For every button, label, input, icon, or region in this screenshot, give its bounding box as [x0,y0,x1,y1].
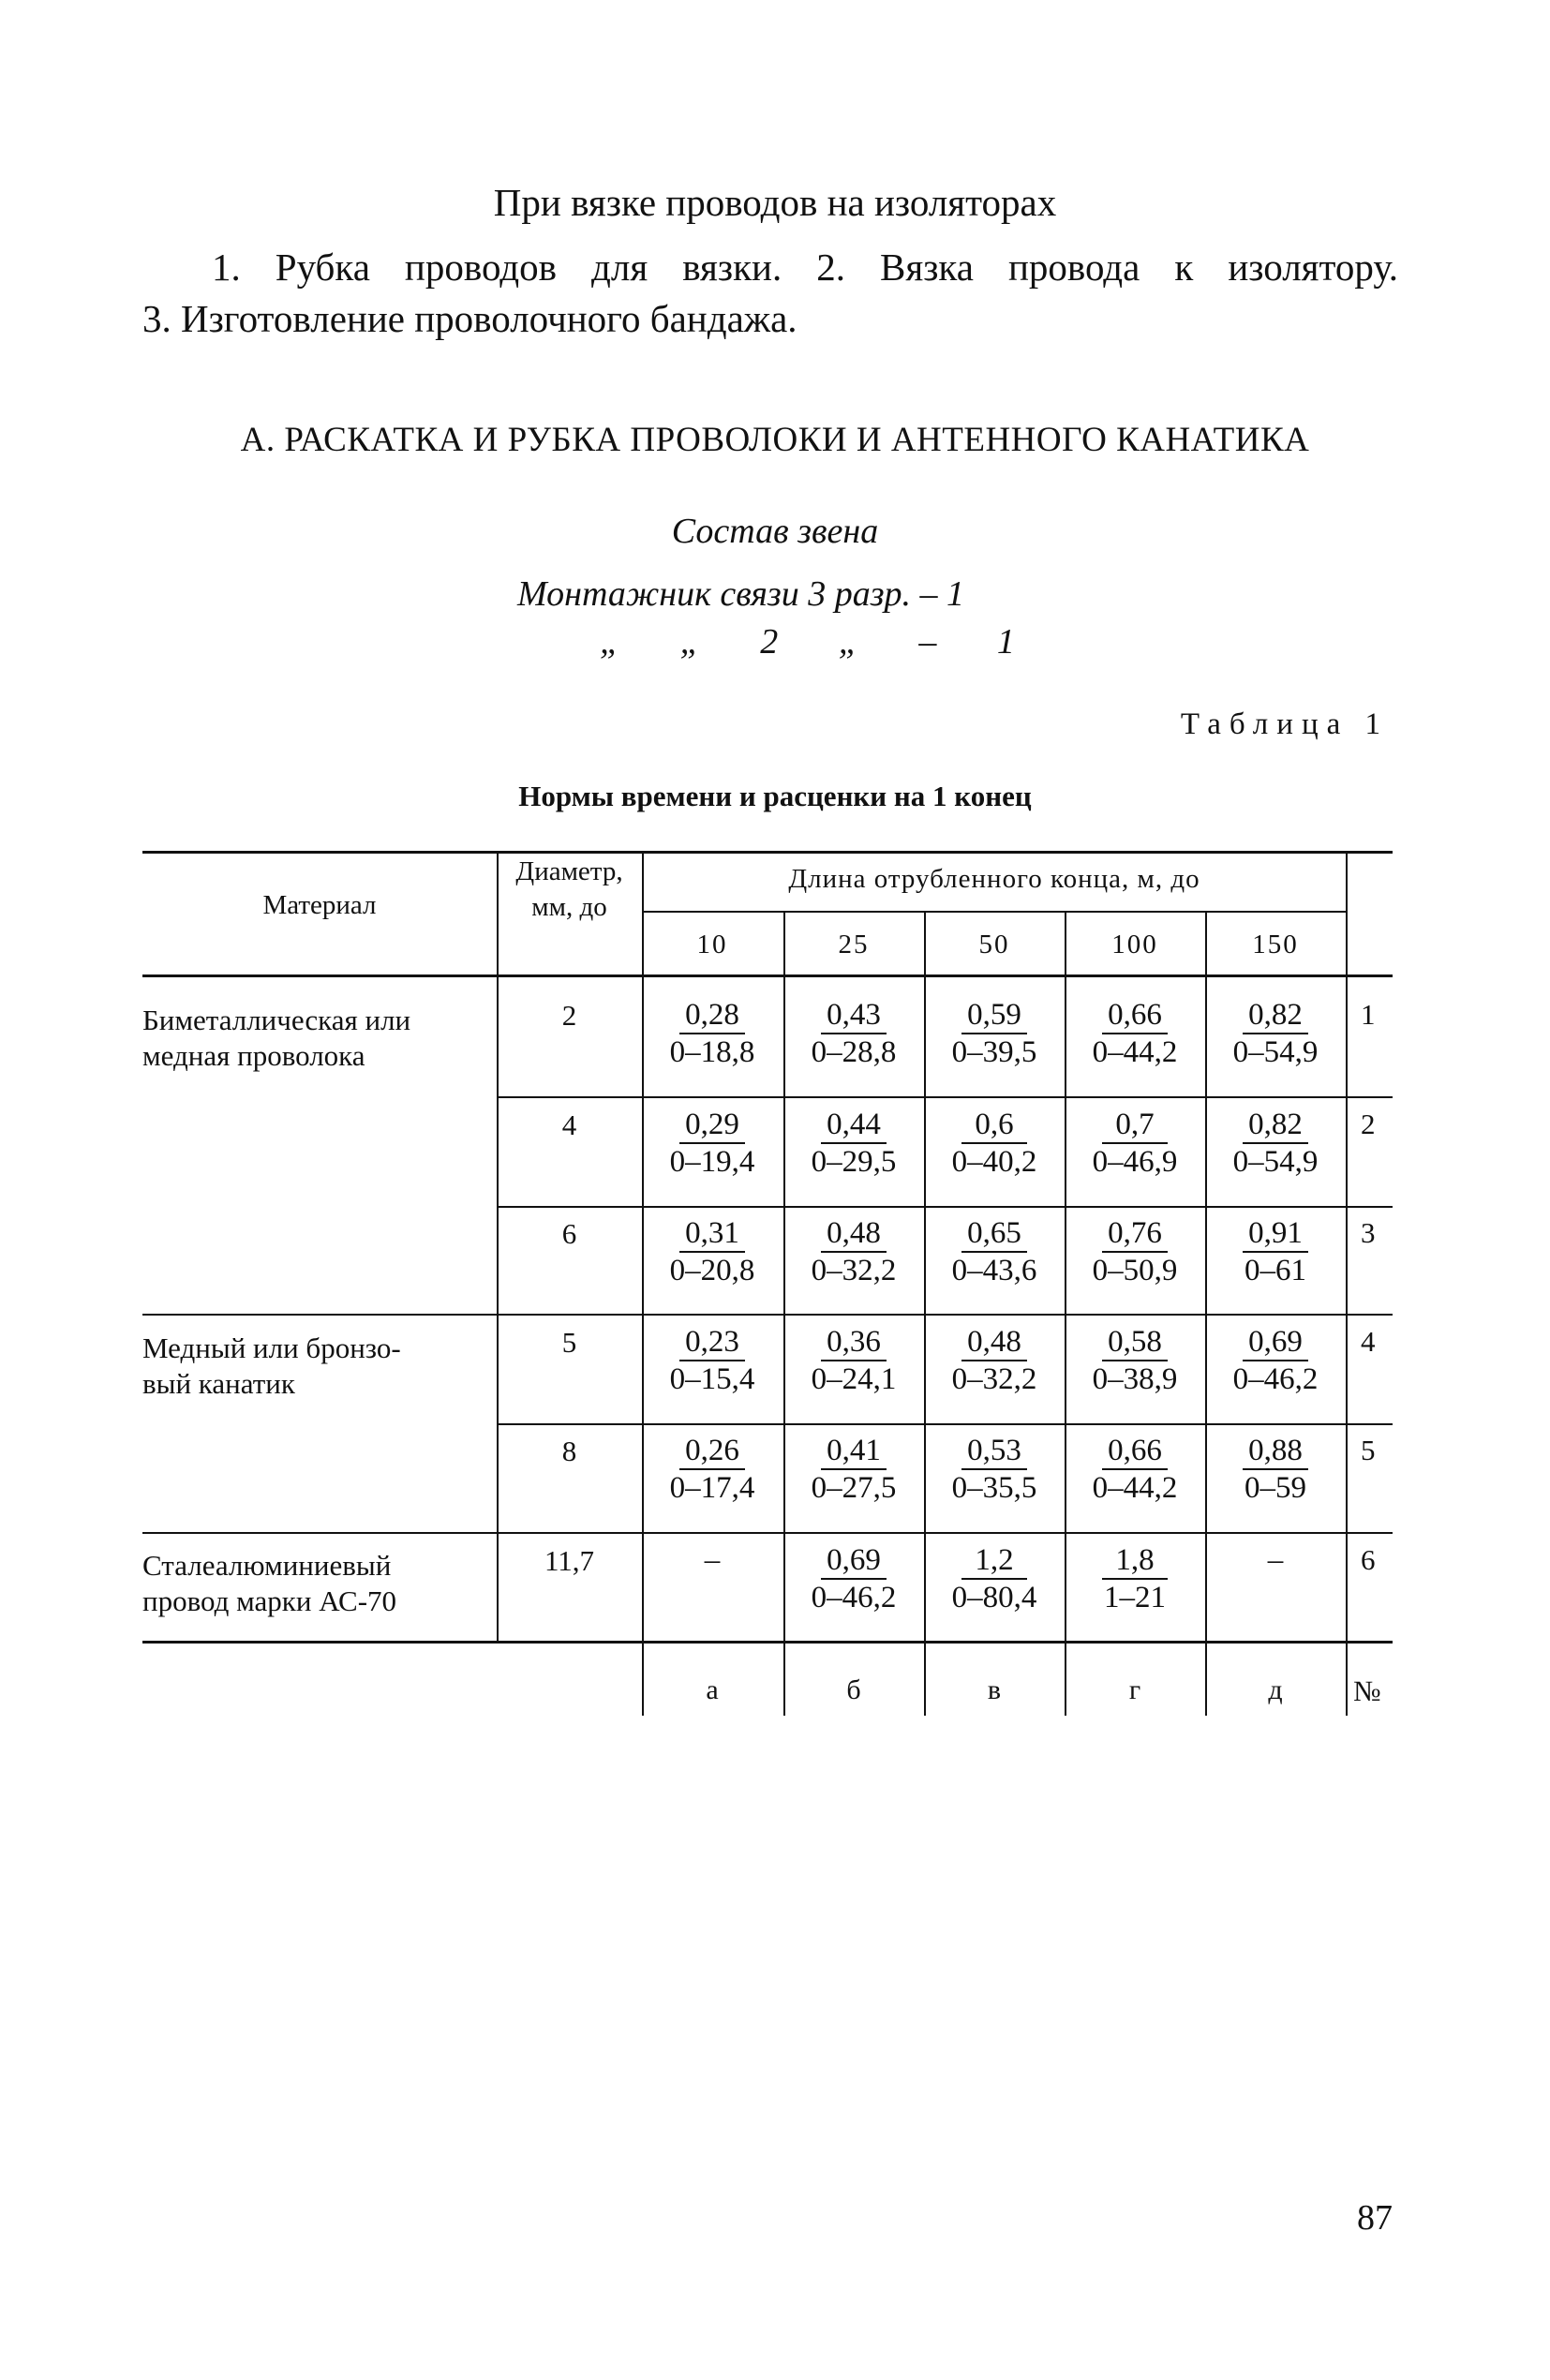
time-norm: 0,82 [1243,998,1308,1034]
price-rate: 0–44,2 [1092,1035,1178,1069]
number-sign: № [1353,1674,1381,1707]
row-number: 4 [1361,1325,1376,1358]
material-label: Медный или бронзо- [142,1331,401,1364]
norm-fraction [656,1434,768,1506]
crew-line-2: „ „ 2 „ – 1 [600,622,1015,662]
diameter-value: 6 [561,1217,577,1250]
norm-fraction [938,1543,1051,1615]
time-norm: 0,41 [821,1434,887,1470]
price-rate: 0–19,4 [669,1145,755,1179]
norm-fraction [1079,1216,1191,1288]
norm-fraction [1079,1108,1191,1180]
material-label: Сталеалюминиевый [142,1549,392,1582]
time-norm: 0,58 [1102,1325,1168,1361]
header-length-50: 50 [978,930,1010,959]
diameter-value: 11,7 [544,1544,595,1577]
row-number: 5 [1361,1434,1376,1466]
header-sub-rule [642,911,1347,913]
time-norm: 0,65 [961,1216,1027,1253]
price-rate: 0–15,4 [669,1362,755,1396]
time-norm: 0,82 [1243,1108,1308,1144]
norm-fraction [797,1543,910,1615]
diameter-value: 4 [561,1108,577,1141]
time-norm: 0,76 [1102,1216,1168,1253]
intro-line-1: 1. Рубка проводов для вязки. 2. Вязка провода к изолятору. [212,245,1398,289]
time-norm: 0,28 [679,998,745,1034]
header-material: Материал [262,890,377,920]
price-rate: 0–39,5 [951,1035,1037,1069]
material-label: вый канатик [142,1367,295,1400]
row-rule [497,1423,1393,1425]
intro-heading: При вязке проводов на изоляторах [493,181,1057,224]
time-norm: 1,2 [961,1543,1027,1580]
price-rate: 0–44,2 [1092,1471,1178,1505]
column-letter-5: д [1268,1674,1283,1705]
norm-fraction [1079,998,1191,1070]
diameter-value: 5 [561,1326,577,1359]
time-norm: 0,6 [961,1108,1027,1144]
row-number: 6 [1361,1543,1376,1576]
price-rate: 0–27,5 [811,1471,897,1505]
price-rate: 0–18,8 [669,1035,755,1069]
table-caption: Нормы времени и расценки на 1 конец [518,780,1032,812]
price-rate: 0–54,9 [1232,1145,1319,1179]
table-label: Таблица 1 [1180,707,1389,741]
column-rule [783,911,785,1641]
norm-fraction [1219,1108,1332,1180]
row-number: 2 [1361,1108,1376,1140]
empty-value-dash: – [704,1543,721,1577]
norm-fraction [797,1216,910,1288]
norm-fraction [797,1108,910,1180]
price-rate: 0–38,9 [1092,1362,1178,1396]
table-top-rule [142,851,1393,854]
time-norm: 0,44 [821,1108,887,1144]
row-number: 3 [1361,1216,1376,1249]
time-norm: 0,23 [679,1325,745,1361]
norm-fraction [656,1216,768,1288]
column-letter-4: г [1128,1674,1141,1705]
time-norm: 0,53 [961,1434,1027,1470]
norm-fraction [938,998,1051,1070]
crew-title: Состав звена [671,512,879,551]
norm-fraction [656,1325,768,1397]
time-norm: 1,8 [1102,1543,1168,1580]
column-rule [924,911,926,1641]
diameter-value: 2 [561,999,577,1032]
price-rate: 0–46,9 [1092,1145,1178,1179]
column-letter-2: б [846,1674,861,1705]
crew-line-1: Монтажник связи 3 разр. – 1 [517,574,965,614]
price-rate: 0–24,1 [811,1362,897,1396]
norm-fraction [1079,1434,1191,1506]
norm-fraction [656,1108,768,1180]
time-norm: 0,31 [679,1216,745,1253]
time-norm: 0,36 [821,1325,887,1361]
time-norm: 0,29 [679,1108,745,1144]
section-title: А. РАСКАТКА И РУБКА ПРОВОЛОКИ И АНТЕННОГО КАНАТИКА [240,421,1310,459]
price-rate: 0–59 [1244,1471,1306,1505]
header-length-100: 100 [1111,930,1158,959]
row-rule [497,1206,1393,1208]
price-rate: 0–35,5 [951,1471,1037,1505]
intro-line-2: 3. Изготовление проволочного бандажа. [142,297,797,340]
column-rule [642,851,644,1641]
time-norm: 0,59 [961,998,1027,1034]
row-rule [497,1096,1393,1098]
price-rate: 0–43,6 [951,1254,1037,1287]
price-rate: 0–50,9 [1092,1254,1178,1287]
material-label: медная проволока [142,1039,365,1072]
price-rate: 0–46,2 [1232,1362,1319,1396]
column-rule [1065,911,1066,1641]
price-rate: 0–32,2 [811,1254,897,1287]
norm-fraction [1219,1216,1332,1288]
header-length: Длина отрубленного конца, м, до [788,864,1200,894]
time-norm: 0,88 [1243,1434,1308,1470]
time-norm: 0,43 [821,998,887,1034]
norm-fraction [1079,1325,1191,1397]
row-number: 1 [1361,998,1376,1031]
price-rate: 0–40,2 [951,1145,1037,1179]
time-norm: 0,69 [1243,1325,1308,1361]
norm-fraction [1219,1325,1332,1397]
time-norm: 0,48 [821,1216,887,1253]
norm-fraction [1079,1543,1191,1615]
header-diameter: Диаметр, [515,856,623,886]
price-rate: 0–80,4 [951,1581,1037,1614]
footer-rule [1205,1641,1207,1716]
footer-rule [783,1641,785,1716]
diameter-value: 8 [561,1435,577,1467]
material-label: Биметаллическая или [142,1004,411,1036]
header-length-150: 150 [1252,930,1299,959]
empty-value-dash: – [1267,1543,1284,1577]
footer-rule [924,1641,926,1716]
column-rule [1205,911,1207,1641]
norm-fraction [938,1216,1051,1288]
header-diameter-unit: мм, до [531,892,607,922]
time-norm: 0,69 [821,1543,887,1580]
time-norm: 0,66 [1102,998,1168,1034]
header-length-25: 25 [838,930,870,959]
time-norm: 0,91 [1243,1216,1308,1253]
time-norm: 0,7 [1102,1108,1168,1144]
price-rate: 0–61 [1244,1254,1306,1287]
norm-fraction [938,1325,1051,1397]
price-rate: 0–29,5 [811,1145,897,1179]
price-rate: 0–46,2 [811,1581,897,1614]
norm-fraction [656,998,768,1070]
material-label: провод марки АС-70 [142,1584,397,1617]
footer-rule [1346,1641,1348,1716]
norm-fraction [797,1325,910,1397]
norm-fraction [938,1108,1051,1180]
header-length-10: 10 [696,930,728,959]
price-rate: 0–17,4 [669,1471,755,1505]
page-number: 87 [1357,2198,1393,2238]
norm-fraction [797,1434,910,1506]
footer-rule [642,1641,644,1716]
norm-fraction [1219,998,1332,1070]
price-rate: 0–28,8 [811,1035,897,1069]
norm-fraction [938,1434,1051,1506]
time-norm: 0,48 [961,1325,1027,1361]
price-rate: 0–32,2 [951,1362,1037,1396]
price-rate: 1–21 [1104,1581,1166,1614]
time-norm: 0,26 [679,1434,745,1470]
price-rate: 0–54,9 [1232,1035,1319,1069]
norm-fraction [797,998,910,1070]
column-letter-3: в [987,1674,1002,1705]
column-rule [1346,851,1348,1641]
price-rate: 0–20,8 [669,1254,755,1287]
time-norm: 0,66 [1102,1434,1168,1470]
column-letter-1: а [706,1674,719,1705]
footer-rule [1065,1641,1066,1716]
norm-fraction [1219,1434,1332,1506]
